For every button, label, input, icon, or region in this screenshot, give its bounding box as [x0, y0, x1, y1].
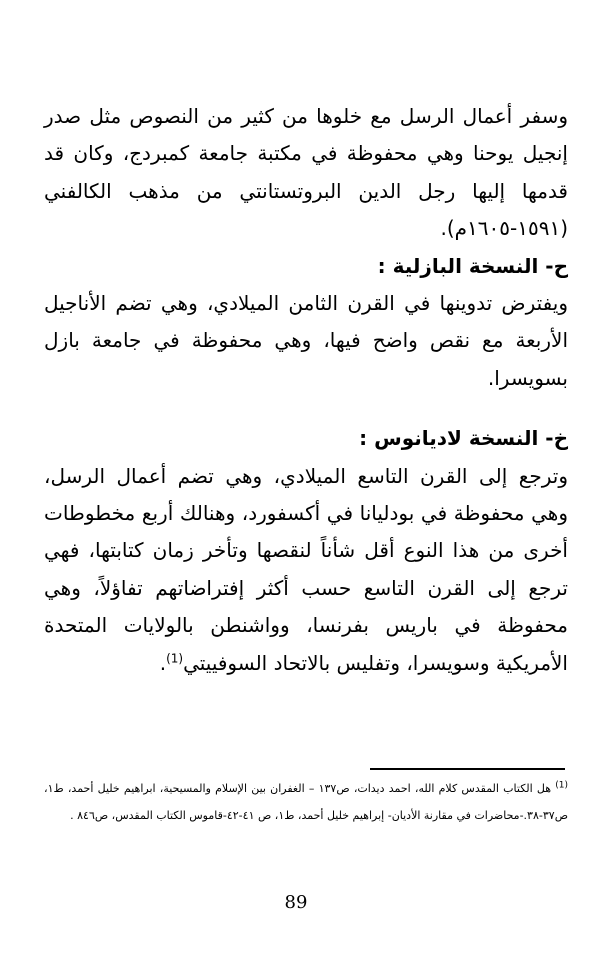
page-number: 89	[284, 892, 308, 913]
paragraph-2: ويفترض تدوينها في القرن الثامن الميلادي، وهي تضم الأناجيل الأربعة مع نقص واضح فيها، وهي محفوظة في جامعة بازل بسويسرا.	[44, 291, 568, 390]
paragraph-1: وسفر أعمال الرسل مع خلوها من كثير من النصوص مثل صدر إنجيل يوحنا وهي محفوظة في مكتبة جامعة كمبردج، وكان قد قدمها إليها رجل الدين البروتستانتي من مذهب الكالفني (١٥٩١-١٦٠٥م).	[44, 104, 568, 241]
paragraph-3-end: .	[159, 650, 167, 675]
paragraph-3	[44, 458, 568, 682]
footnote-1	[44, 775, 568, 829]
paragraph-3-text: وترجع إلى القرن التاسع الميلادي، وهي تضم أعمال الرسل، وهي محفوظة في بودليانا في أكسفورد، وهنالك أربع مخطوطات أخرى من هذا النوع أقل شأناً لنقصها وتأخر زمان كتابتها، فهي ترجع إلى القرن التاسع حسب أكثر إفتراضاتهم تفاؤلاً، وهي محفوظة في باريس بفرنسا، وواشنطن بالولايات المتحدة الأمريكية وسويسرا، وتفليس بالاتحاد السوفييتي	[44, 463, 568, 675]
footnote-reference[interactable]: (1)	[166, 651, 184, 666]
main-text	[44, 98, 568, 682]
footnotes	[44, 775, 568, 829]
footnote-divider	[370, 768, 565, 770]
section-heading-basel: ح- النسخة البازلية :	[377, 253, 568, 278]
footnote-marker: (1)	[555, 780, 569, 791]
footnote-text: هل الكتاب المقدس كلام الله، احمد ديدات، ص١٣٧ – الغفران بين الإسلام والمسيحية، ابراهيم خليل أحمد، ط١، ص٣٧-٣٨.-محاضرات في مقارنة الأديان- إبراهيم خليل أحمد، ط١، ص ٤١-٤٢-قاموس الكتاب المقدس، ص٨٤٦ .	[44, 782, 568, 822]
paragraph-spacer	[44, 397, 568, 420]
section-heading-laudianus: خ- النسخة لاديانوس :	[359, 426, 568, 451]
